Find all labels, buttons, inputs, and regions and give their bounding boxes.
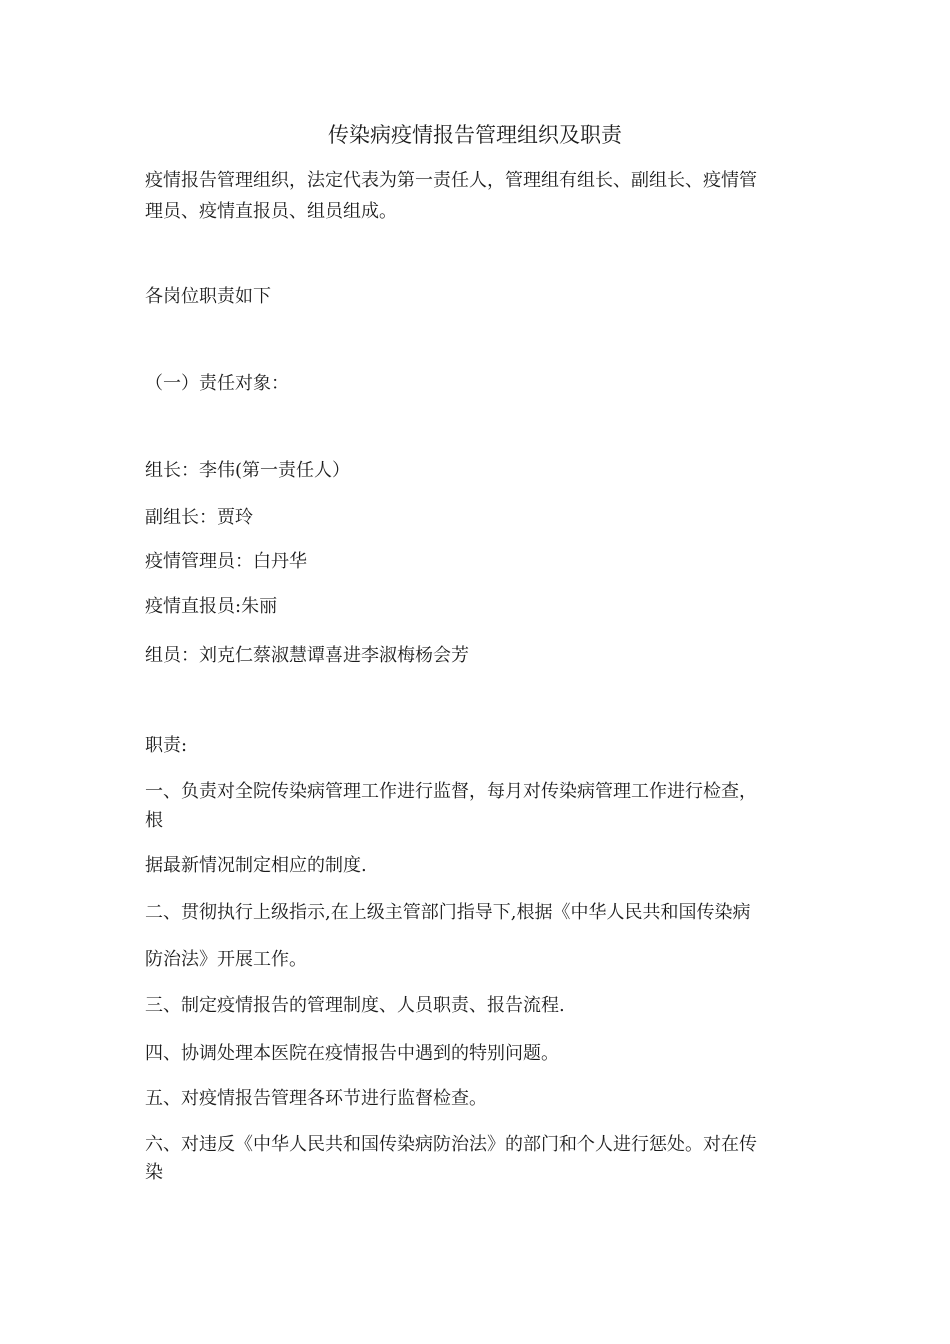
duty-2-line-2: 防治法》开展工作。 xyxy=(145,949,307,970)
section-heading: 各岗位职责如下 xyxy=(145,286,271,307)
duties-heading: 职责: xyxy=(145,735,188,756)
duty-1-line-3: 据最新情况制定相应的制度. xyxy=(145,855,367,876)
member-epidemic-manager: 疫情管理员：白丹华 xyxy=(145,551,307,572)
duty-2-line-1: 二、贯彻执行上级指示,在上级主管部门指导下,根据《中华人民共和国传染病 xyxy=(145,902,751,923)
duty-4: 四、协调处理本医院在疫情报告中遇到的特别问题。 xyxy=(145,1043,559,1064)
member-leader: 组长：李伟(第一责任人） xyxy=(145,460,351,481)
member-group-members: 组员：刘克仁蔡淑慧谭喜进李淑梅杨会芳 xyxy=(145,645,469,666)
intro-line-1: 疫情报告管理组织，法定代表为第一责任人，管理组有组长、副组长、疫情管 xyxy=(145,170,757,191)
subsection-heading: （一）责任对象： xyxy=(145,373,289,394)
duty-6-line-2: 染 xyxy=(145,1162,163,1183)
duty-3: 三、制定疫情报告的管理制度、人员职责、报告流程. xyxy=(145,995,565,1016)
duty-6-line-1: 六、对违反《中华人民共和国传染病防治法》的部门和个人进行惩处。对在传 xyxy=(145,1134,757,1155)
document-title: 传染病疫情报告管理组织及职责 xyxy=(328,123,622,147)
intro-line-2: 理员、疫情直报员、组员组成。 xyxy=(145,201,397,222)
member-direct-reporter: 疫情直报员:朱丽 xyxy=(145,596,278,617)
duty-1-line-1: 一、负责对全院传染病管理工作进行监督，每月对传染病管理工作进行检查， xyxy=(145,781,757,802)
duty-5: 五、对疫情报告管理各环节进行监督检查。 xyxy=(145,1088,487,1109)
duty-1-line-2: 根 xyxy=(145,810,163,831)
member-deputy-leader: 副组长：贾玲 xyxy=(145,507,253,528)
